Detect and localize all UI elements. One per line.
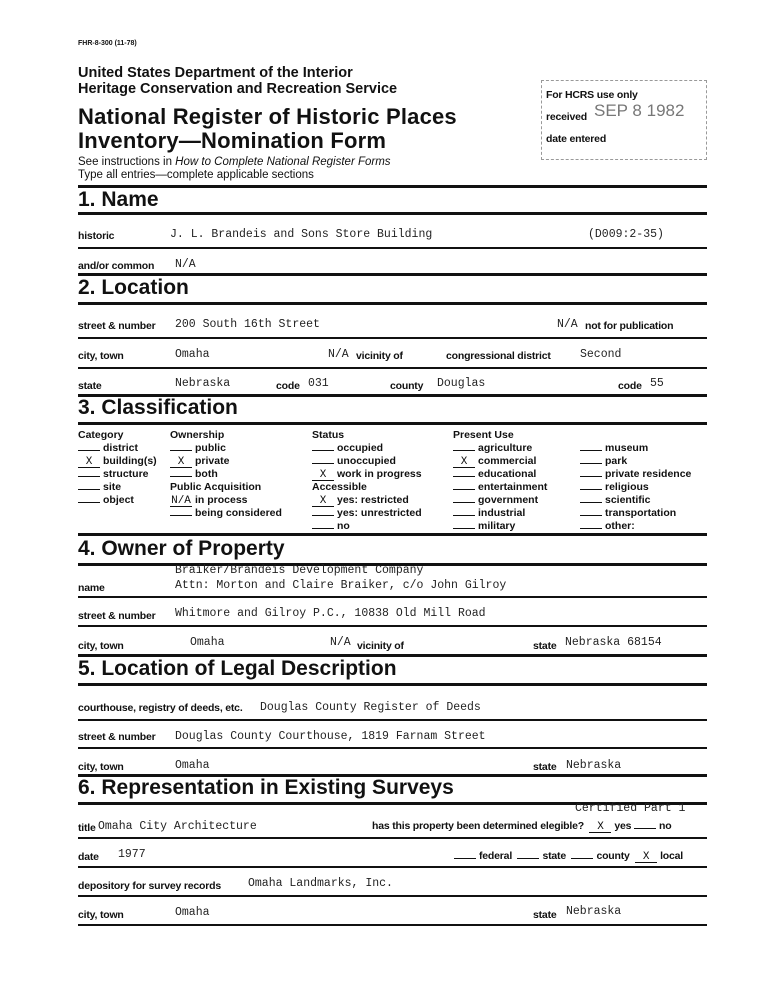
column-heading: Public Acquisition: [170, 481, 262, 493]
instructions-ref: How to Complete National Register Forms: [175, 156, 391, 168]
common-label: and/or common: [78, 260, 155, 272]
federal-label: federal: [479, 850, 513, 862]
present-use-column-2: [580, 442, 691, 533]
checkbox-label: entertainment: [478, 481, 548, 493]
checkbox-item[interactable]: [580, 507, 691, 520]
checkbox-label: military: [478, 520, 516, 532]
legal-state-label: state: [533, 761, 557, 773]
checkbox-label: in process: [195, 494, 248, 506]
checkbox-item[interactable]: [580, 455, 691, 468]
check-blank[interactable]: [453, 489, 475, 490]
checkbox-item[interactable]: [170, 468, 282, 481]
owner-name-line-1: Braiker/Brandeis Development Company: [175, 564, 424, 577]
instructions: [78, 156, 391, 168]
checkbox-label: museum: [605, 442, 649, 454]
eligible-yes-blank[interactable]: X: [589, 822, 611, 833]
received-label: received: [546, 111, 588, 123]
street-label: street & number: [78, 320, 156, 332]
code2-label: code: [618, 380, 642, 392]
certified-note: Certified Part 1: [575, 802, 686, 815]
section-2-heading: 2. Location: [78, 276, 189, 299]
historic-value: J. L. Brandeis and Sons Store Building: [170, 228, 433, 241]
legal-street-value: Douglas County Courthouse, 1819 Farnam Street: [175, 730, 486, 743]
check-blank[interactable]: [580, 515, 602, 516]
survey-city-value: Omaha: [175, 906, 210, 919]
section-4-heading: 4. Owner of Property: [78, 537, 285, 560]
owner-state-label: state: [533, 640, 557, 652]
owner-state-value: Nebraska 68154: [565, 636, 662, 649]
checkbox-item[interactable]: [170, 507, 282, 520]
checkbox-label: object: [103, 494, 134, 506]
eligible-no-blank[interactable]: [634, 828, 656, 829]
checkbox-label: site: [103, 481, 122, 493]
local-label: local: [660, 850, 684, 862]
column-heading: Status: [312, 429, 345, 441]
hcrs-box: [541, 80, 707, 160]
check-blank[interactable]: [312, 450, 334, 451]
check-blank[interactable]: [170, 515, 192, 516]
checkbox-item[interactable]: [78, 494, 157, 507]
eligible-yes-label: yes: [614, 820, 632, 832]
checkbox-item[interactable]: [580, 468, 691, 481]
check-blank[interactable]: [78, 476, 100, 477]
code-label: code: [276, 380, 300, 392]
survey-title-label: title: [78, 822, 96, 834]
survey-state-label: state: [533, 909, 557, 921]
column-heading: Category: [78, 429, 124, 441]
checkbox-label: occupied: [337, 442, 384, 454]
section-3-heading: 3. Classification: [78, 396, 238, 419]
department: United States Department of the Interior: [78, 65, 353, 81]
check-blank[interactable]: X: [78, 457, 100, 468]
local-blank[interactable]: X: [635, 852, 657, 863]
checkbox-item[interactable]: [453, 455, 547, 468]
owner-name-label: name: [78, 582, 105, 594]
check-blank[interactable]: [453, 528, 475, 529]
checkbox-label: private: [195, 455, 230, 467]
checkbox-label: both: [195, 468, 218, 480]
column-heading: Present Use: [453, 429, 514, 441]
checkbox-item[interactable]: [312, 494, 422, 507]
check-blank[interactable]: X: [312, 470, 334, 481]
checkbox-label: government: [478, 494, 539, 506]
check-blank[interactable]: [170, 450, 192, 451]
rule: [78, 895, 707, 897]
checkbox-item[interactable]: [312, 468, 422, 481]
checkbox-item[interactable]: [312, 520, 422, 533]
check-blank[interactable]: [580, 489, 602, 490]
checkbox-label: other:: [605, 520, 635, 532]
rule: [78, 625, 707, 627]
survey-state-value: Nebraska: [566, 905, 622, 918]
checkbox-label: private residence: [605, 468, 692, 480]
county-label: county: [390, 380, 424, 392]
checkbox-label: scientific: [605, 494, 651, 506]
city-value: Omaha: [175, 348, 210, 361]
section-6-heading: 6. Representation in Existing Surveys: [78, 776, 454, 799]
county-blank[interactable]: [571, 858, 593, 859]
courthouse-value: Douglas County Register of Deeds: [260, 701, 481, 714]
rule: [78, 337, 707, 339]
form-number: FHR-8-300 (11-78): [78, 40, 137, 47]
checkbox-item[interactable]: [170, 442, 282, 455]
check-blank[interactable]: [312, 463, 334, 464]
rule: [78, 924, 707, 926]
owner-street-value: Whitmore and Gilroy P.C., 10838 Old Mill Road: [175, 607, 486, 620]
state-value: Nebraska: [175, 377, 231, 390]
service: Heritage Conservation and Recreation Service: [78, 81, 398, 97]
checkbox-item[interactable]: [78, 481, 157, 494]
nfp-label: not for publication: [585, 320, 674, 332]
rule: [78, 719, 707, 721]
legal-city-value: Omaha: [175, 759, 210, 772]
owner-city-label: city, town: [78, 640, 124, 652]
county-value: Douglas: [437, 377, 486, 390]
checkbox-item[interactable]: [453, 481, 547, 494]
check-blank[interactable]: [580, 528, 602, 529]
common-value: N/A: [175, 258, 196, 271]
state-label: state: [78, 380, 102, 392]
rule: [78, 302, 707, 305]
legal-street-label: street & number: [78, 731, 156, 743]
historic-label: historic: [78, 230, 115, 242]
rule: [78, 533, 707, 536]
instructions-2: Type all entries—complete applicable sections: [78, 169, 314, 181]
congressional-value: Second: [580, 348, 622, 361]
federal-blank[interactable]: [454, 858, 476, 859]
checkbox-item[interactable]: [453, 468, 547, 481]
check-blank[interactable]: [78, 450, 100, 451]
check-blank[interactable]: X: [170, 457, 192, 468]
checkbox-item[interactable]: [453, 520, 547, 533]
historic-code: (D009:2-35): [588, 228, 664, 241]
street-value: 200 South 16th Street: [175, 318, 320, 331]
checkbox-item[interactable]: [78, 455, 157, 468]
form-title-1: National Register of Historic Places: [78, 104, 457, 129]
state-blank[interactable]: [517, 858, 539, 859]
check-blank[interactable]: X: [312, 496, 334, 507]
rule: [78, 866, 707, 868]
code2-value: 55: [650, 377, 664, 390]
legal-state-value: Nebraska: [566, 759, 622, 772]
check-blank[interactable]: [580, 502, 602, 503]
checkbox-item[interactable]: [453, 507, 547, 520]
survey-date-value: 1977: [118, 848, 146, 861]
rule: [78, 212, 707, 215]
nfp-value: N/A: [557, 318, 578, 331]
section-1-heading: 1. Name: [78, 188, 159, 211]
depository-value: Omaha Landmarks, Inc.: [248, 877, 393, 890]
owner-street-label: street & number: [78, 610, 156, 622]
eligible-label: has this property been determined elegible?: [372, 820, 584, 832]
column-heading: Accessible: [312, 481, 367, 493]
checkbox-item[interactable]: [170, 494, 282, 507]
checkbox-label: park: [605, 455, 628, 467]
checkbox-item[interactable]: [312, 442, 422, 455]
check-blank[interactable]: [453, 502, 475, 503]
depository-label: depository for survey records: [78, 880, 221, 892]
congressional-label: congressional district: [446, 350, 551, 362]
check-blank[interactable]: [580, 476, 602, 477]
check-blank[interactable]: [170, 476, 192, 477]
eligible-no-label: no: [659, 820, 672, 832]
checkbox-item[interactable]: [453, 442, 547, 455]
rule: [78, 747, 707, 749]
eligible-question: [372, 820, 671, 833]
check-blank[interactable]: [312, 515, 334, 516]
hcrs-title: For HCRS use only: [546, 89, 638, 101]
check-blank[interactable]: [453, 515, 475, 516]
rule: [78, 185, 707, 188]
date-entered-label: date entered: [546, 133, 607, 145]
checkbox-label: educational: [478, 468, 537, 480]
legal-city-label: city, town: [78, 761, 124, 773]
check-blank[interactable]: [312, 528, 334, 529]
survey-city-label: city, town: [78, 909, 124, 921]
owner-city-value: Omaha: [190, 636, 225, 649]
rule: [78, 422, 707, 425]
vicinity-value: N/A: [328, 348, 349, 361]
checkbox-label: yes: restricted: [337, 494, 409, 506]
rule: [78, 837, 707, 839]
received-stamp: SEP 8 1982: [594, 101, 685, 120]
section-5-heading: 5. Location of Legal Description: [78, 657, 397, 680]
owner-vicinity-value: N/A: [330, 636, 351, 649]
check-blank[interactable]: X: [453, 457, 475, 468]
checkbox-label: building(s): [103, 455, 157, 467]
status-column: [312, 429, 422, 533]
ownership-column: [170, 429, 282, 520]
checkbox-label: district: [103, 442, 139, 454]
present-use-column-1: [453, 429, 547, 533]
checkbox-label: transportation: [605, 507, 677, 519]
state-level-label: state: [542, 850, 566, 862]
code-value: 031: [308, 377, 329, 390]
checkbox-label: commercial: [478, 455, 537, 467]
survey-level: [454, 850, 683, 863]
survey-title-value: Omaha City Architecture: [98, 820, 257, 833]
checkbox-label: structure: [103, 468, 149, 480]
form-title-2: Inventory—Nomination Form: [78, 128, 387, 153]
check-blank[interactable]: [453, 450, 475, 451]
rule: [78, 367, 707, 369]
check-blank[interactable]: [78, 502, 100, 503]
checkbox-item[interactable]: [453, 494, 547, 507]
checkbox-label: unoccupied: [337, 455, 396, 467]
rule: [78, 247, 707, 249]
checkbox-item[interactable]: [580, 442, 691, 455]
checkbox-label: yes: unrestricted: [337, 507, 422, 519]
vicinity-label: vicinity of: [356, 350, 403, 362]
owner-vicinity-label: vicinity of: [357, 640, 404, 652]
check-blank[interactable]: [453, 476, 475, 477]
category-column: [78, 429, 157, 507]
column-heading: Ownership: [170, 429, 225, 441]
owner-name-line-2: Attn: Morton and Claire Braiker, c/o John Gilroy: [175, 579, 507, 592]
checkbox-item[interactable]: [170, 455, 282, 468]
instructions-text: See instructions in: [78, 156, 176, 168]
checkbox-item[interactable]: [580, 520, 691, 533]
checkbox-item[interactable]: [580, 481, 691, 494]
rule: [78, 596, 707, 598]
checkbox-item[interactable]: [78, 468, 157, 481]
checkbox-item[interactable]: [312, 455, 422, 468]
checkbox-label: being considered: [195, 507, 282, 519]
courthouse-label: courthouse, registry of deeds, etc.: [78, 702, 243, 714]
checkbox-label: religious: [605, 481, 649, 493]
check-blank[interactable]: N/A: [171, 495, 191, 507]
checkbox-label: work in progress: [337, 468, 422, 480]
survey-date-label: date: [78, 851, 99, 863]
check-blank[interactable]: [78, 489, 100, 490]
county-level-label: county: [596, 850, 630, 862]
checkbox-label: industrial: [478, 507, 526, 519]
checkbox-item[interactable]: [580, 494, 691, 507]
checkbox-item[interactable]: [78, 442, 157, 455]
city-label: city, town: [78, 350, 124, 362]
checkbox-item[interactable]: [312, 507, 422, 520]
checkbox-label: no: [337, 520, 350, 532]
checkbox-label: public: [195, 442, 226, 454]
check-blank[interactable]: [580, 463, 602, 464]
rule: [78, 683, 707, 686]
checkbox-label: agriculture: [478, 442, 533, 454]
check-blank[interactable]: [580, 450, 602, 451]
